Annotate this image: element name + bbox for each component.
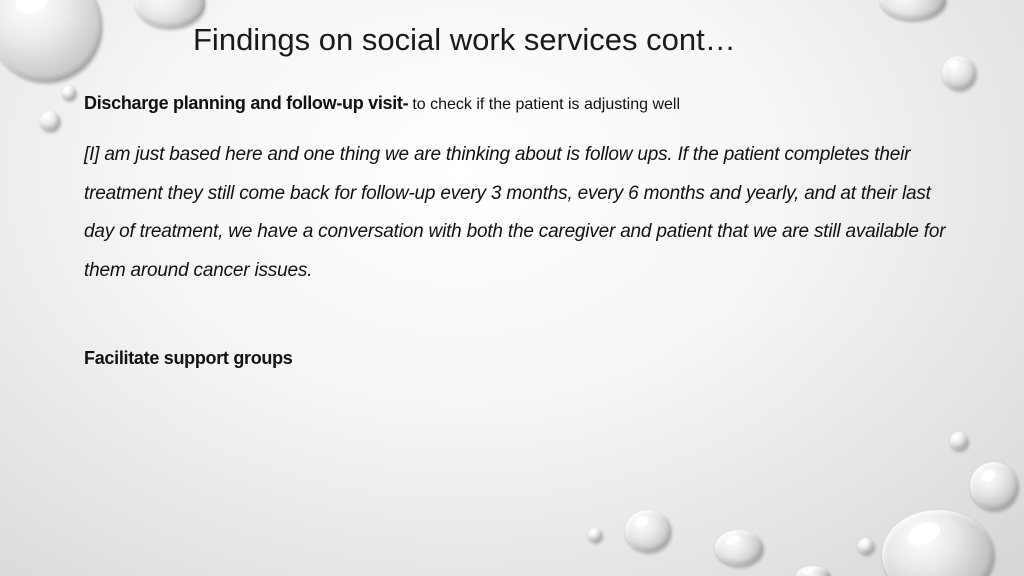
- water-droplet-decoration: [62, 86, 76, 100]
- support-groups-heading: Facilitate support groups: [84, 348, 293, 368]
- water-droplet-decoration: [715, 530, 763, 566]
- water-droplet-decoration: [970, 462, 1018, 510]
- discharge-planning-description: to check if the patient is adjusting well: [412, 96, 681, 113]
- discharge-planning-line: [84, 93, 680, 114]
- water-droplet-decoration: [880, 0, 946, 20]
- water-droplet-decoration: [588, 528, 602, 542]
- water-droplet-decoration: [0, 0, 102, 82]
- water-droplet-decoration: [796, 566, 830, 576]
- interview-quote: [I] am just based here and one thing we are thinking about is follow ups. If the patient completes their treatment they still come back for follow-up every 3 months, every 6 months and yearly, and at their last day of treatment, we have a conversation with both the caregiver and patient that we are still available for them around cancer issues.: [84, 144, 946, 281]
- slide-title: Findings on social work services cont…: [193, 22, 736, 57]
- water-droplet-decoration: [858, 538, 874, 554]
- water-droplet-decoration: [882, 510, 994, 576]
- water-droplet-decoration: [40, 111, 60, 131]
- discharge-planning-label: Discharge planning and follow-up visit-: [84, 93, 409, 113]
- water-droplet-decoration: [950, 432, 968, 450]
- water-droplet-decoration: [625, 510, 671, 552]
- water-droplet-decoration: [942, 56, 976, 90]
